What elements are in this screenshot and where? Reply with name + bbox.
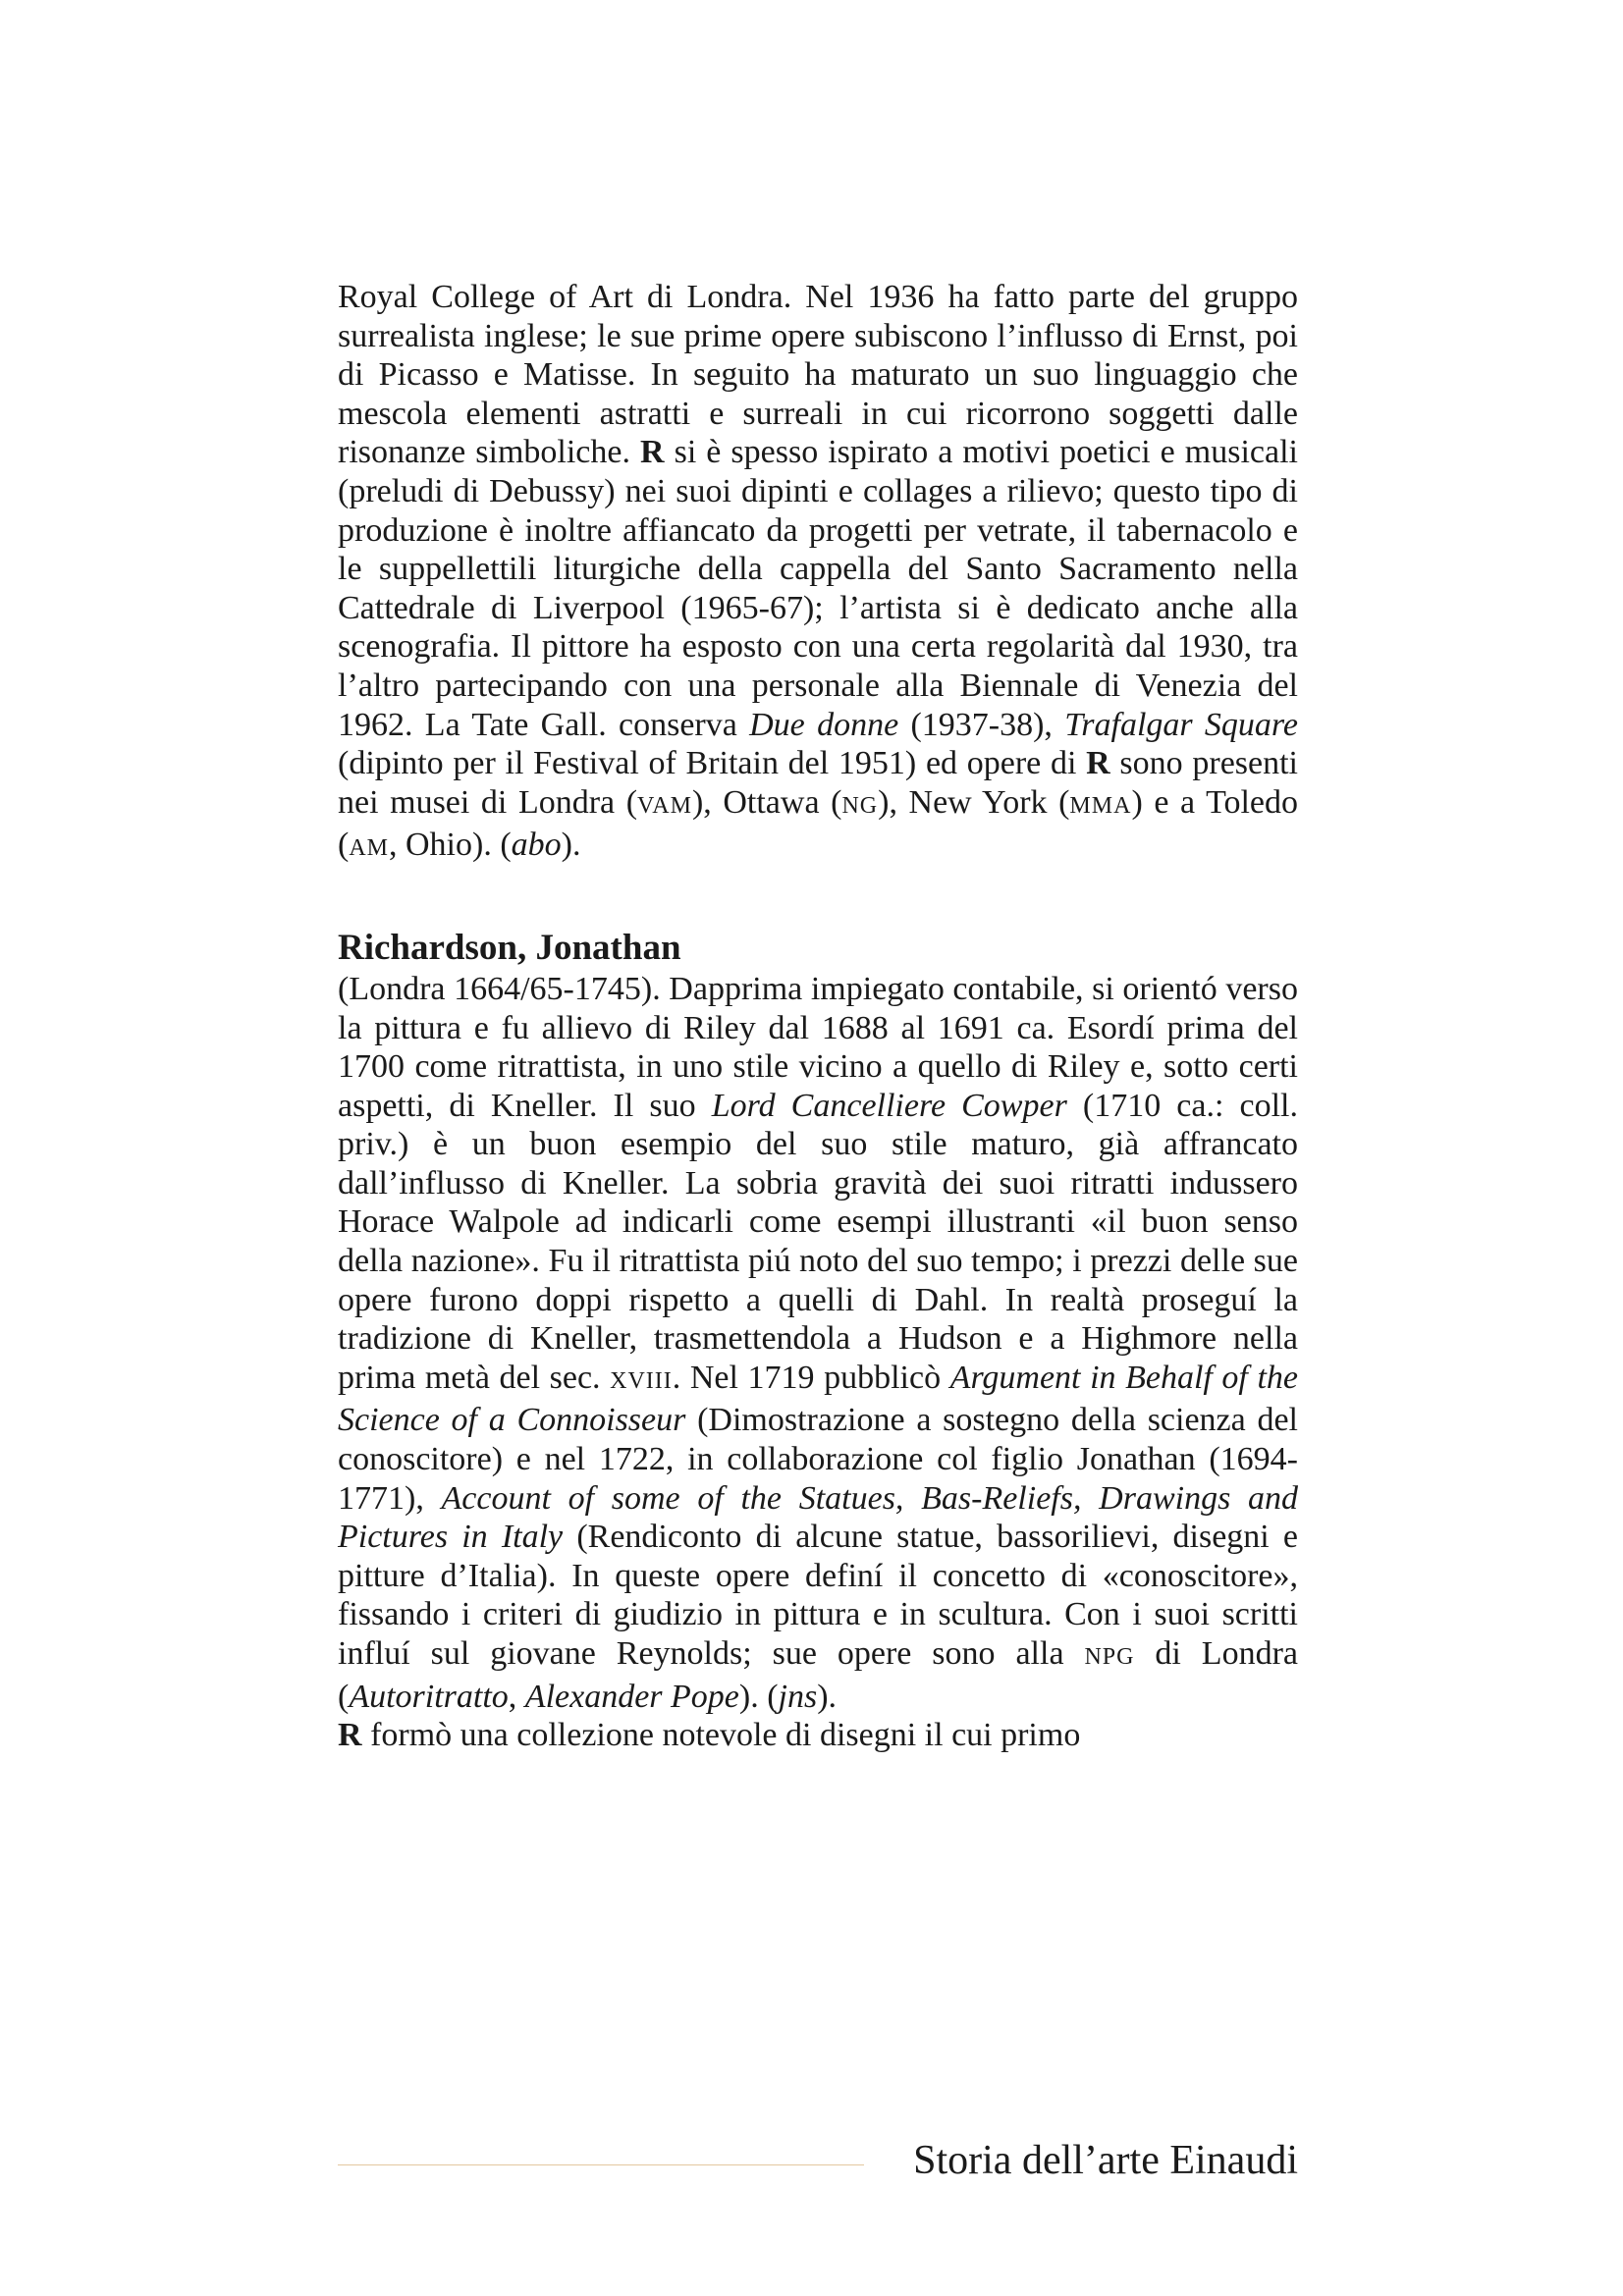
museum-abbreviation: NG [841, 792, 879, 819]
text: Royal College of Art di Londra. Nel 1936 ha fatto parte del gruppo surrealista inglese; le sue prime opere subiscono l’influsso di Ernst, poi di Picasso e Matisse. In seguito ha maturato un suo linguaggio che mescola elementi astratti e surreali in cui ricorrono soggetti dalle risonanze simboliche. [338, 279, 1298, 471]
footer-title: Storia dell’arte Einaudi [913, 2138, 1298, 2183]
text: ). ( [738, 1678, 779, 1715]
author-initials: jns [778, 1678, 818, 1715]
entry-paragraph [338, 1716, 1298, 1755]
text: sono presenti nei musei di Londra ( [338, 745, 1299, 821]
work-title: Lord Cancelliere Cowper [711, 1087, 1067, 1124]
work-title: Trafalgar Square [1064, 706, 1298, 743]
entry-initial: R [338, 1717, 362, 1754]
text: (1937-38), [898, 706, 1065, 743]
text: ) e a Toledo ( [338, 783, 1299, 864]
text: (dipinto per il Festival of Britain del 1951) ed opere di [338, 745, 1087, 782]
century-numeral: XVIII [610, 1367, 673, 1394]
museum-abbreviation: MMA [1069, 792, 1132, 819]
page-body [338, 278, 1298, 1755]
museum-abbreviation: NPG [1084, 1644, 1135, 1670]
text: ). [561, 827, 581, 864]
text: (Dimostrazione a sostegno della scienza del conoscitore) e nel 1722, in collaborazione col figlio Jonathan (1694-1771), [338, 1402, 1299, 1517]
entry-continuation-paragraph [338, 278, 1298, 869]
page-footer [338, 2136, 1298, 2185]
text: (Rendiconto di alcune statue, bassorilievi, disegni e pitture d’Italia). In queste opere definí il concetto di «conoscitore», fissando i criteri di giudizio in pittura e in scultura. Con i suoi scritti influí sul giovane Reynolds; sue opere sono alla [338, 1519, 1298, 1672]
text: , Ohio). ( [389, 827, 512, 864]
museum-abbreviation: VAM [637, 792, 692, 819]
museum-abbreviation: AM [349, 835, 389, 862]
work-title: Account of some of the Statues, Bas-Reliefs, Drawings and Pictures in Italy [338, 1479, 1299, 1556]
text: ). [817, 1678, 838, 1715]
entry-heading: Richardson, Jonathan [338, 927, 681, 968]
text: si è spesso ispirato a motivi poetici e musicali (preludi di Debussy) nei suoi dipinti e collages a rilievo; questo tipo di produzione è inoltre affiancato da progetti per vetrate, il tabernacolo e le suppellettili liturgiche della cappella del Santo Sacramento nella Cattedrale di Liverpool (1965-67); l’artista si è dedicato anche alla scenografia. Il pittore ha esposto con una certa regolarità dal 1930, tra l’altro partecipando con una personale alla Biennale di Venezia del 1962. La Tate Gall. conserva [338, 434, 1298, 743]
text: (1710 ca.: coll. priv.) è un buon esempio del suo stile maturo, già affrancato dall’influsso di Kneller. La sobria gravità dei suoi ritratti indussero Horace Walpole ad indicarli come esempi illustranti «il buon senso della nazione». Fu il ritrattista piú noto del suo tempo; i prezzi delle sue opere furono doppi rispetto a quelli di Dahl. In realtà proseguí la tradizione di Kneller, trasmettendola a Hudson e a Highmore nella prima metà del sec. [338, 1087, 1299, 1396]
text: ), New York ( [878, 783, 1070, 821]
entry-initial: R [640, 434, 665, 471]
text: di Londra ( [338, 1635, 1298, 1715]
footer-rule [338, 2164, 864, 2165]
entry-initial: R [1086, 745, 1110, 782]
entry-paragraph [338, 970, 1298, 1716]
text: formò una collezione notevole di disegni il cui primo [361, 1717, 1081, 1754]
author-initials: abo [511, 827, 562, 864]
text: ), Ottawa ( [691, 783, 842, 821]
work-title: Alexander Pope [524, 1678, 739, 1715]
text: . Nel 1719 pubblicò [672, 1359, 950, 1396]
work-title: Due donne [749, 706, 899, 743]
work-title: Autoritratto [349, 1678, 509, 1715]
text: (Londra 1664/65-1745). Dapprima impiegato contabile, si orientó verso la pittura e fu allievo di Riley dal 1688 al 1691 ca. Esordí prima del 1700 come ritrattista, in uno stile vicino a quello di Riley e, sotto certi aspetti, di Kneller. Il suo [338, 970, 1298, 1124]
text: , [508, 1678, 525, 1715]
work-title: Argument in Behalf of the Science of a Connoisseur [338, 1359, 1298, 1439]
